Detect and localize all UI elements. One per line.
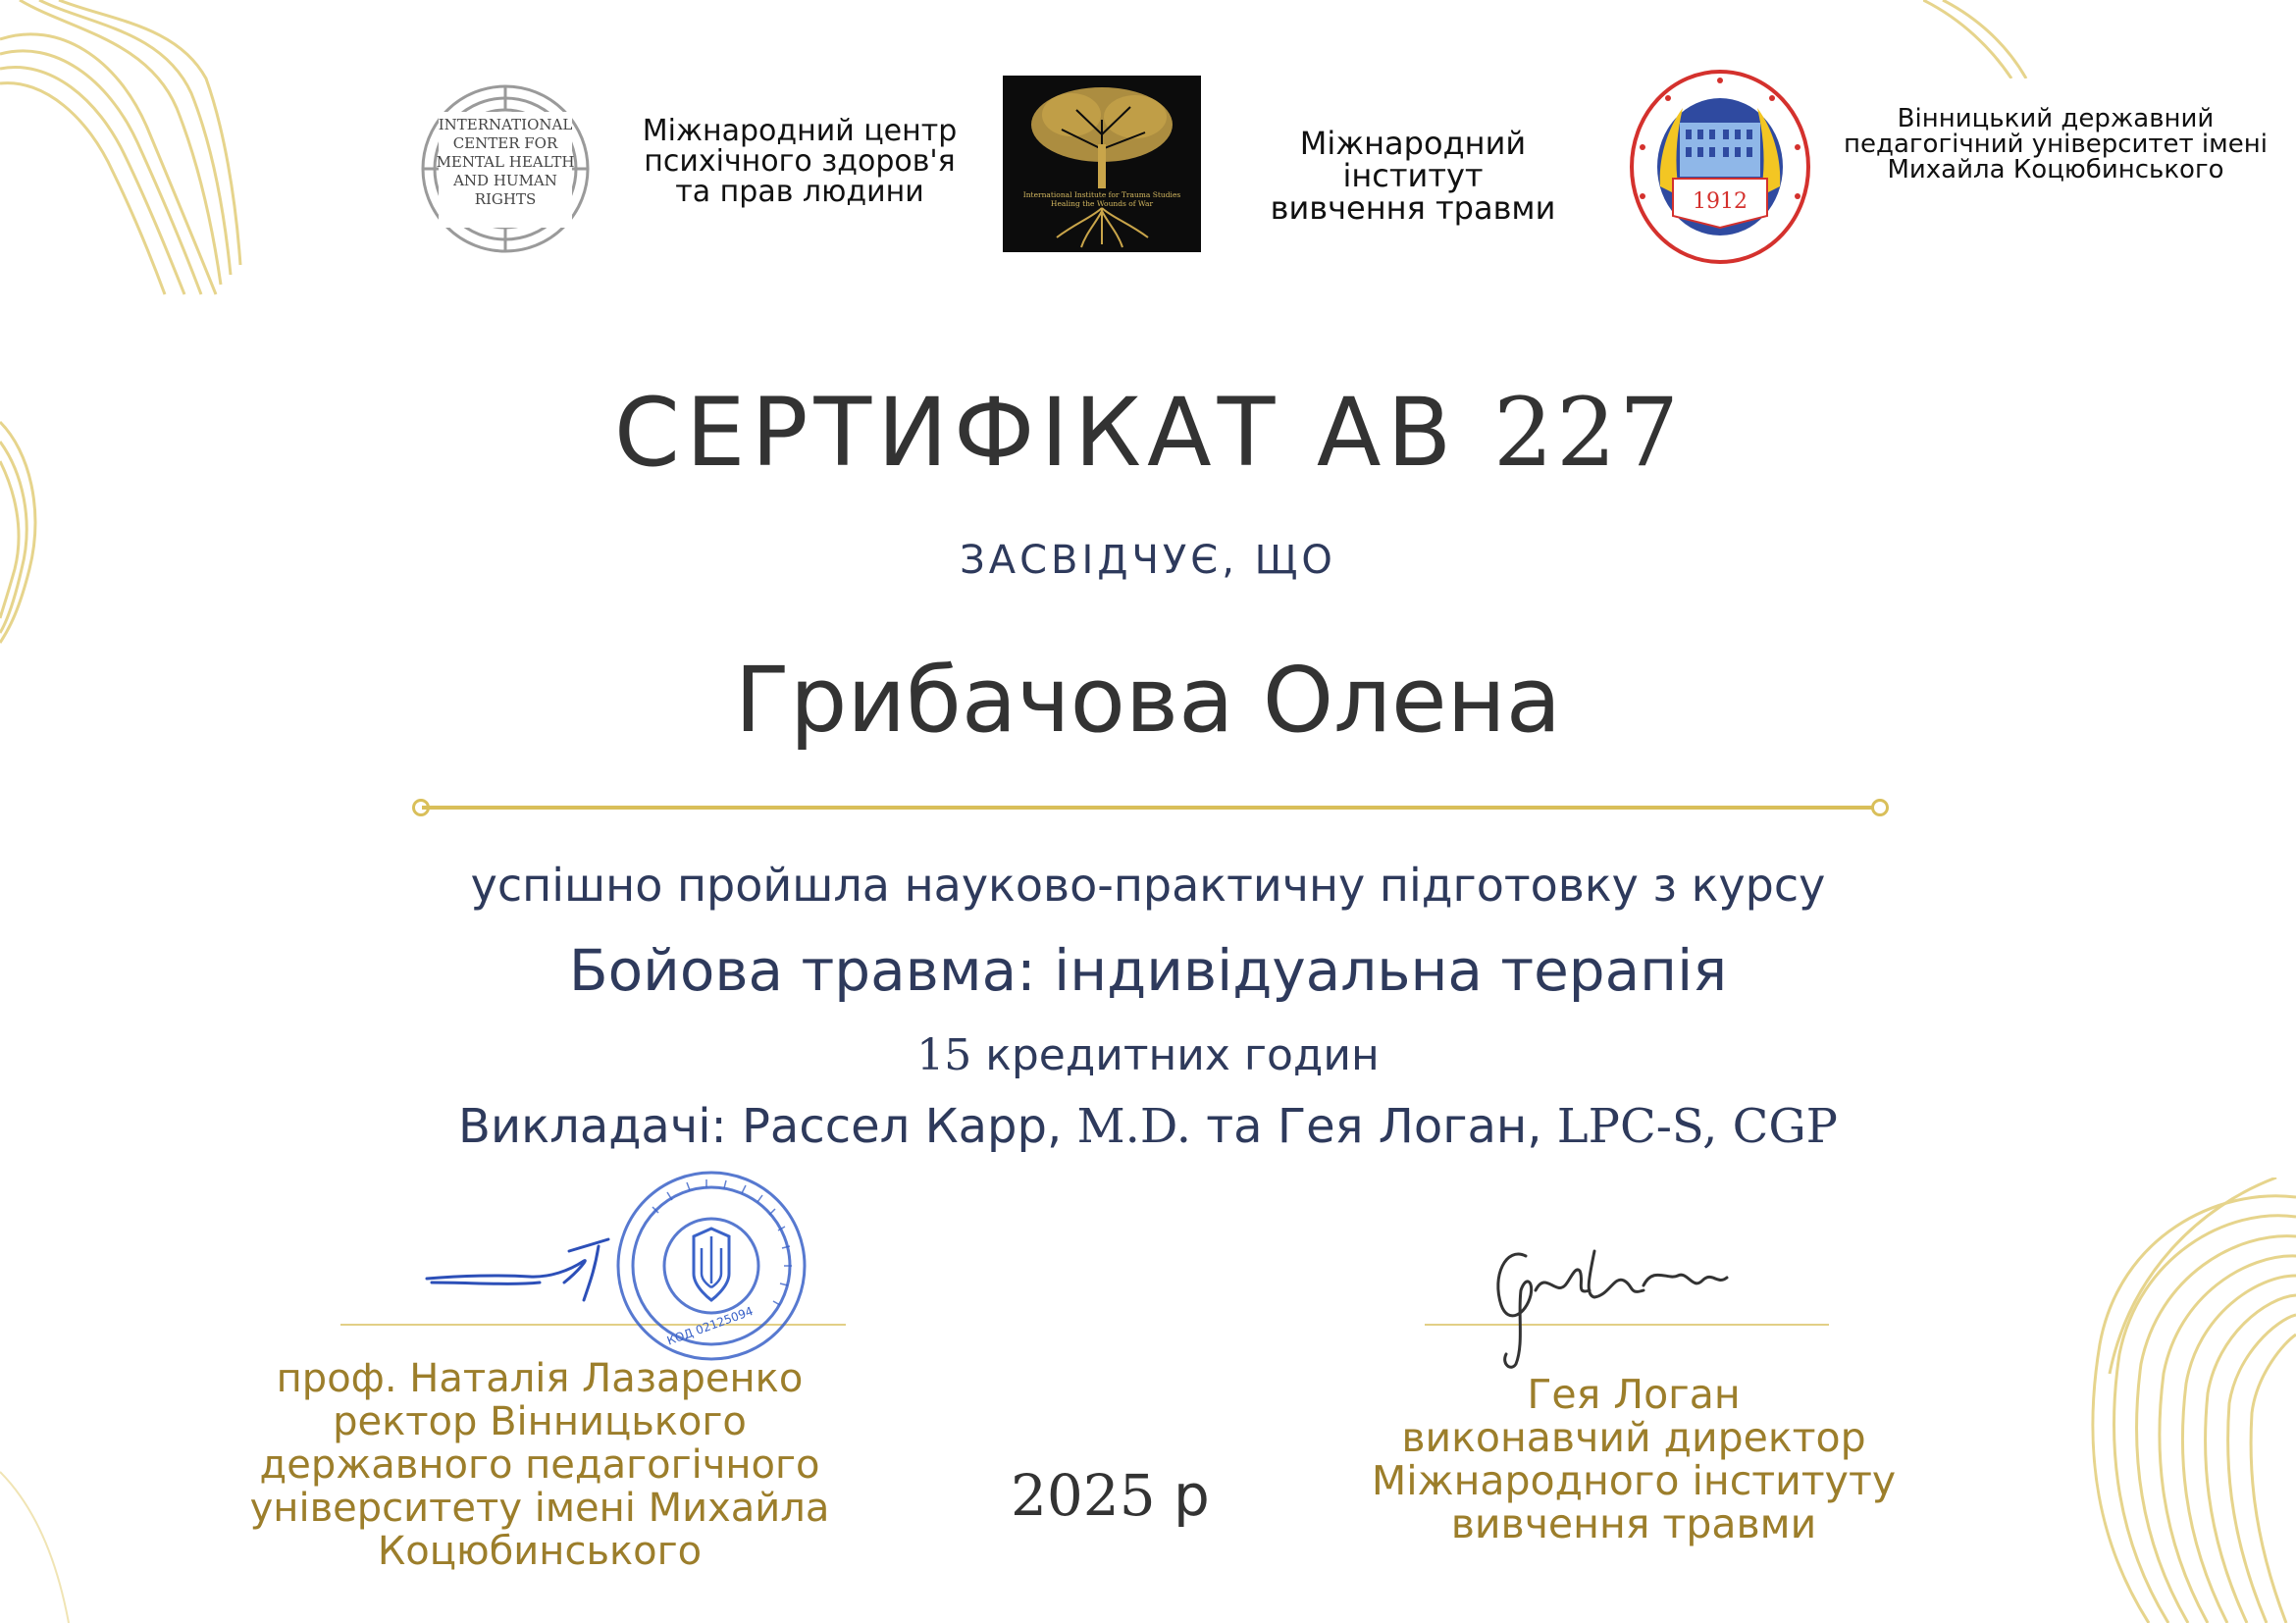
right-signatory-line-4: вивчення травми	[1450, 1500, 1817, 1547]
left-signatory-line-4: університету імені Михайла	[249, 1486, 830, 1531]
left-signatory-line-3: державного педагогічного	[259, 1442, 820, 1488]
course-title: Бойова травма: індивідуальна терапія	[568, 937, 1728, 1004]
issue-year-number: 2025	[1011, 1462, 1156, 1529]
right-signatory-line-1: Гея Логан	[1527, 1371, 1741, 1418]
issue-year	[1011, 1462, 1210, 1529]
right-signatory-line-2: виконавчий директор	[1401, 1414, 1866, 1461]
credit-hours-label: кредитних годин	[985, 1030, 1380, 1080]
certifies-that: ЗАСВІДЧУЄ, ЩО	[960, 538, 1336, 583]
gold-wave-decoration-top-right	[1923, 0, 2296, 79]
iits-logo-line-1: International Institute for Trauma Studies	[1022, 190, 1181, 199]
left-signatory-line-1: проф. Наталія Лазаренко	[276, 1356, 804, 1401]
icmh-logo-line-3: MENTAL HEALTH	[436, 153, 575, 171]
gold-wave-decoration-bottom-left	[0, 1413, 118, 1623]
vspu-name-line-3: Михайла Коцюбинського	[1887, 155, 2224, 184]
instructors-prefix: Викладачі: Рассел Карр,	[458, 1099, 1063, 1154]
iits-name-line-1: Міжнародний інститут	[1299, 125, 1527, 194]
gold-wave-decoration-top-left	[0, 0, 255, 314]
icmh-logo-line-4: AND HUMAN	[453, 172, 557, 189]
vspu-name-line-2: педагогічний університет імені	[1843, 130, 2268, 159]
completion-statement: успішно пройшла науково-практичну підготовку з курсу	[470, 859, 1826, 912]
right-handwritten-signature	[1487, 1236, 1742, 1374]
instructors-mid: та Гея Логан,	[1206, 1099, 1542, 1154]
icmh-logo-line-2: CENTER FOR	[452, 134, 558, 152]
right-signatory-line-3: Міжнародного інституту	[1371, 1457, 1897, 1504]
left-handwritten-signature	[422, 1231, 618, 1310]
icmh-logo-line-1: INTERNATIONAL	[438, 116, 573, 133]
issue-year-suffix: р	[1174, 1462, 1210, 1529]
instructor-2-degree: LPC-S, CGP	[1556, 1099, 1838, 1154]
icmh-name-line-3: та прав людини	[675, 175, 924, 209]
left-signatory	[196, 1357, 883, 1573]
icmh-name-line-2: психічного здоров'я	[644, 144, 956, 179]
iits-name-line-2: вивчення травми	[1270, 189, 1556, 227]
vspu-university-logo	[1629, 69, 1811, 265]
right-signatory	[1276, 1373, 1992, 1545]
certificate-title	[0, 378, 2296, 488]
recipient-name: Грибачова Олена	[734, 648, 1562, 753]
left-signatory-line-5: Коцюбинського	[377, 1529, 703, 1574]
credit-hours	[0, 1030, 2296, 1080]
icmh-name	[628, 116, 971, 207]
certificate-number: 227	[1492, 378, 1683, 488]
instructor-1-degree: M.D.	[1076, 1099, 1191, 1154]
left-signatory-line-2: ректор Вінницького	[333, 1399, 747, 1444]
icmh-logo	[419, 82, 592, 255]
vspu-name-line-1: Вінницький державний	[1897, 104, 2215, 133]
vspu-logo-year: 1912	[1693, 189, 1748, 214]
iits-logo-line-2: Healing the Wounds of War	[1050, 199, 1154, 208]
vspu-name	[1840, 106, 2271, 183]
iits-name	[1226, 125, 1599, 227]
certificate-title-text: СЕРТИФІКАТ АВ	[613, 378, 1458, 488]
iits-tree-logo	[1003, 76, 1201, 252]
icmh-logo-line-5: RIGHTS	[474, 190, 537, 208]
icmh-name-line-1: Міжнародний центр	[642, 114, 958, 148]
instructors	[0, 1099, 2296, 1154]
credit-hours-number: 15	[916, 1030, 972, 1080]
stamp-code: КОД 02125094	[664, 1303, 756, 1348]
divider-dot-right	[1871, 799, 1889, 816]
university-stamp	[613, 1168, 809, 1364]
gold-divider	[422, 806, 1879, 810]
